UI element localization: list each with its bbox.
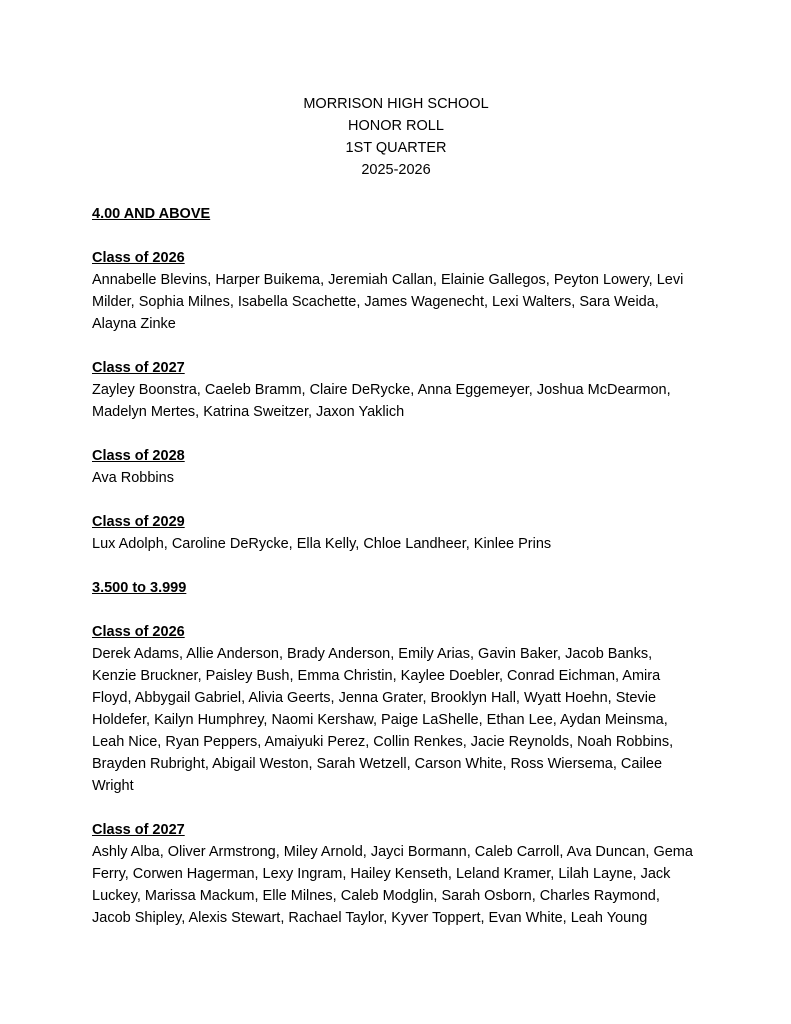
names-list-2027-second: Ashly Alba, Oliver Armstrong, Miley Arnold, Jayci Bormann, Caleb Carroll, Ava Duncan, Gema Ferry, Corwen Hagerman, Lexy Ingram, Hailey Kenseth, Leland Kramer, Lilah Layne, Jack Luckey, Marissa Mackum, Elle Milnes, Caleb Modglin, Sarah Osborn, Charles Raymond, Jacob Shipley, Alexis Stewart, Rachael Taylor, Kyver Toppert, Evan White, Leah Young <box>92 844 693 926</box>
title-school-name: MORRISON HIGH SCHOOL <box>303 96 489 112</box>
class-group-2026 <box>92 247 700 335</box>
class-heading-2029: Class of 2029 <box>92 514 185 530</box>
class-heading-2028: Class of 2028 <box>92 448 185 464</box>
class-heading-2027: Class of 2027 <box>92 360 185 376</box>
class-group-2028 <box>92 445 700 489</box>
names-list-2028: Ava Robbins <box>92 470 174 486</box>
class-group-2027 <box>92 357 700 423</box>
section-3-500-to-3-999 <box>92 577 700 929</box>
names-list-2026: Annabelle Blevins, Harper Buikema, Jeremiah Callan, Elainie Gallegos, Peyton Lowery, Levi Milder, Sophia Milnes, Isabella Scachette, James Wagenecht, Lexi Walters, Sara Weida, Alayna Zinke <box>92 272 684 332</box>
title-honor-roll: HONOR ROLL <box>348 118 444 134</box>
class-heading-2026-second: Class of 2026 <box>92 624 185 640</box>
class-group-2026-second <box>92 621 700 797</box>
section-heading-3-500-to-3-999: 3.500 to 3.999 <box>92 580 187 596</box>
class-heading-2027-second: Class of 2027 <box>92 822 185 838</box>
names-list-2027: Zayley Boonstra, Caeleb Bramm, Claire DeRycke, Anna Eggemeyer, Joshua McDearmon, Madelyn Mertes, Katrina Sweitzer, Jaxon Yaklich <box>92 382 671 420</box>
title-quarter: 1ST QUARTER <box>345 140 447 156</box>
section-4-00-and-above <box>92 203 700 555</box>
class-group-2027-second <box>92 819 700 929</box>
names-list-2026-second: Derek Adams, Allie Anderson, Brady Anderson, Emily Arias, Gavin Baker, Jacob Banks, Kenzie Bruckner, Paisley Bush, Emma Christin, Kaylee Doebler, Conrad Eichman, Amira Floyd, Abbygail Gabriel, Alivia Geerts, Jenna Grater, Brooklyn Hall, Wyatt Hoehn, Stevie Holdefer, Kailyn Humphrey, Naomi Kershaw, Paige LaShelle, Ethan Lee, Aydan Meinsma, Leah Nice, Ryan Peppers, Amaiyuki Perez, Collin Renkes, Jacie Reynolds, Noah Robbins, Brayden Rubright, Abigail Weston, Sarah Wetzell, Carson White, Ross Wiersema, Cailee Wright <box>92 646 674 794</box>
title-school-year: 2025-2026 <box>361 162 431 178</box>
class-heading-2026: Class of 2026 <box>92 250 185 266</box>
document-title-block <box>92 93 700 181</box>
class-group-2029 <box>92 511 700 555</box>
names-list-2029: Lux Adolph, Caroline DeRycke, Ella Kelly, Chloe Landheer, Kinlee Prins <box>92 536 552 552</box>
section-heading-4-00-and-above: 4.00 AND ABOVE <box>92 206 211 222</box>
